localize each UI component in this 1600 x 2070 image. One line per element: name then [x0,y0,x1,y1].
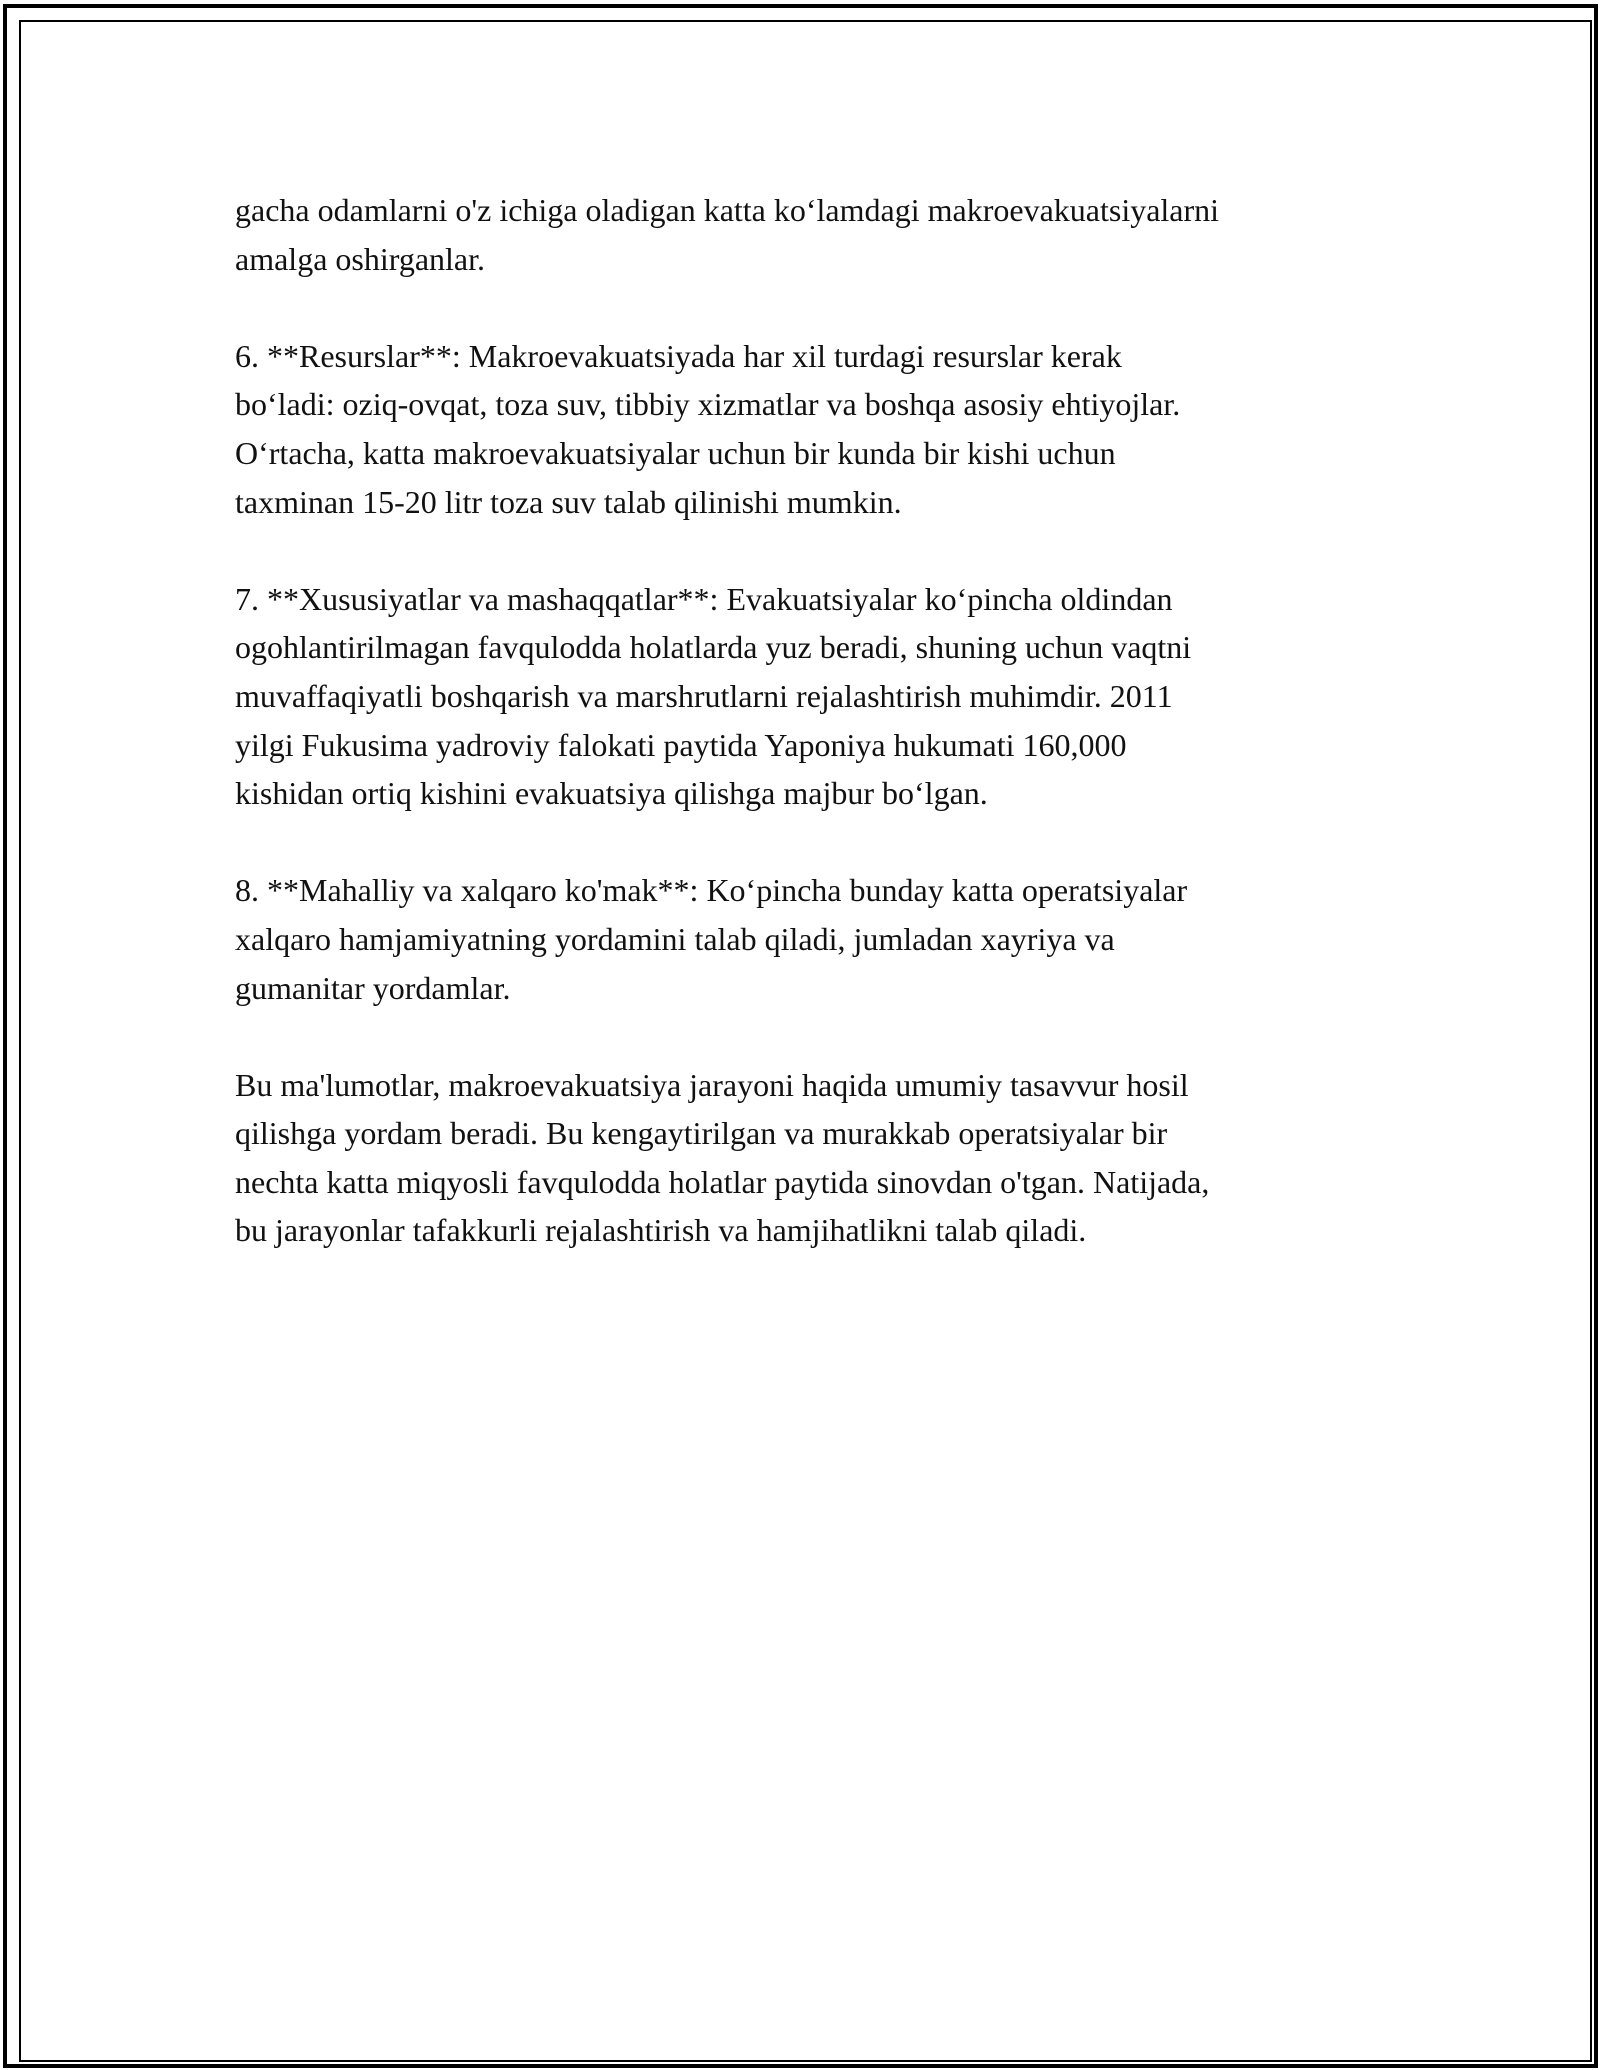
document-body [235,186,1385,1304]
paragraph-resources: 6. **Resurslar**: Makroevakuatsiyada har xil turdagi resurslar kerak bo‘ladi: oziq-ovqat, toza suv, tibbiy xizmatlar va boshqa asosiy ehtiyojlar. O‘rtacha, katta makroevakuatsiyalar uchun bir kunda bir kishi uchun taxminan 15-20 litr toza suv talab qilinishi mumkin. [235,337,1181,520]
paragraph-local-international-aid: 8. **Mahalliy va xalqaro ko'mak**: Ko‘pincha bunday katta operatsiyalar xalqaro hamjamiyatning yordamini talab qiladi, jumladan xayriya va gumanitar yordamlar. [235,872,1188,1006]
paragraph-continuation: gacha odamlarni o'z ichiga oladigan katta ko‘lamdagi makroevakuatsiyalarni amalga oshirganlar. [235,192,1220,277]
paragraph-conclusion: Bu ma'lumotlar, makroevakuatsiya jarayoni haqida umumiy tasavvur hosil qilishga yordam beradi. Bu kengaytirilgan va murakkab operatsiyalar bir nechta katta miqyosli favqulodda holatlar paytida sinovdan o'tgan. Natijada, bu jarayonlar tafakkurli rejalashtirish va hamjihatlikni talab qiladi. [235,1066,1210,1249]
paragraph-features-challenges: 7. **Xususiyatlar va mashaqqatlar**: Evakuatsiyalar ko‘pincha oldindan ogohlantirilmagan favqulodda holatlarda yuz beradi, shuning uchun vaqtni muvaffaqiyatli boshqarish va marshrutlarni rejalashtirish muhimdir. 2011 yilgi Fukusima yadroviy falokati paytida Yaponiya hukumati 160,000 kishidan ortiq kishini evakuatsiya qilishga majbur bo‘lgan. [235,580,1192,812]
